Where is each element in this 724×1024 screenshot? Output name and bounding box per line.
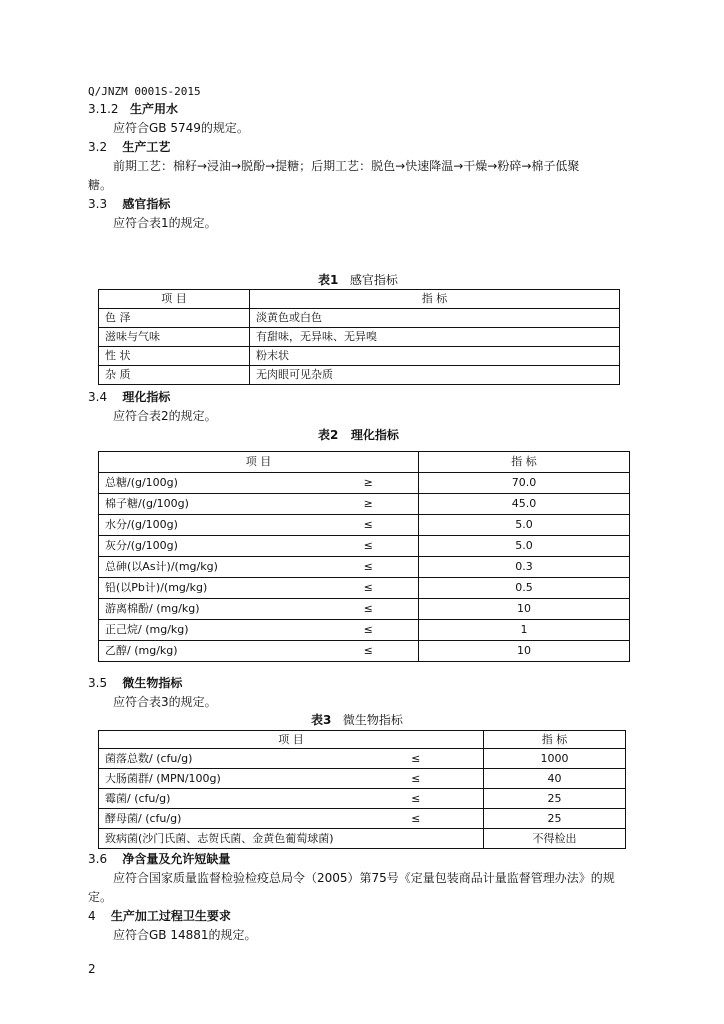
table-cell-operator: ≥ [319,473,419,494]
section-title: 生产用水 [130,102,179,116]
section-3-4-text: 应符合表2的规定。 [113,409,217,423]
table-cell-value: 25 [484,789,626,809]
table-row [99,789,626,809]
table-row [99,641,630,662]
table-cell-operator: ≤ [349,769,484,789]
table-cell-operator: ≤ [319,536,419,557]
table-cell-item: 酵母菌/ (cfu/g) [99,809,349,829]
table-cell-item: 霉菌/ (cfu/g) [99,789,349,809]
table-cell-item: 游离棉酚/ (mg/kg) [99,599,319,620]
table-row [99,749,626,769]
table2-physicochemical [98,451,630,662]
table-row [99,599,630,620]
section-title: 感官指标 [122,197,171,211]
table-cell-operator: ≤ [319,641,419,662]
table-row [99,366,620,385]
section-3-2-heading [88,139,170,155]
section-4-text: 应符合GB 14881的规定。 [113,928,257,942]
table-cell-item: 棉子糖/(g/100g) [99,494,319,515]
table-cell-item: 杂 质 [99,366,250,385]
table-cell-operator: ≤ [319,620,419,641]
table-cell-value: 10 [419,641,630,662]
table-cell-item: 色 泽 [99,309,250,328]
table-caption-number: 表1 [318,273,339,287]
section-3-6-text-line2: 定。 [88,890,113,904]
table-cell-value: 45.0 [419,494,630,515]
table-cell-item: 菌落总数/ (cfu/g) [99,749,349,769]
page-number: 2 [88,962,96,976]
section-number: 3.4 [88,390,108,404]
table-cell-value: 10 [419,599,630,620]
section-title: 生产工艺 [122,140,171,154]
table-cell-item: 水分/(g/100g) [99,515,319,536]
section-number: 3.5 [88,676,108,690]
table-header-cell: 项 目 [99,452,419,473]
table-row [99,829,626,849]
table-cell-operator: ≤ [319,599,419,620]
table-header-cell: 指 标 [419,452,630,473]
table-cell-item: 滋味与气味 [99,328,250,347]
table-row [99,515,630,536]
table-caption-title: 理化指标 [350,428,399,442]
section-3-3-text: 应符合表1的规定。 [113,216,217,230]
table-cell-value: 有甜味，无异味、无异嗅 [250,328,620,347]
table-cell-value: 0.3 [419,557,630,578]
table-row [99,769,626,789]
table-cell-value: 25 [484,809,626,829]
table-cell-value: 40 [484,769,626,789]
table-header-row [99,731,626,749]
section-number: 3.2 [88,140,108,154]
table-header-row [99,290,620,309]
section-3-2-text-line1: 前期工艺：棉籽→浸油→脱酚→提糖；后期工艺：脱色→快速降温→干燥→粉碎→棉子低聚 [113,159,580,173]
table-cell-operator: ≤ [319,557,419,578]
table-cell-operator: ≤ [349,749,484,769]
section-3-6-text-line1: 应符合国家质量监督检验检疫总局令（2005）第75号《定量包装商品计量监督管理办法》的规 [113,871,615,885]
table-cell-value: 无肉眼可见杂质 [250,366,620,385]
table-header-cell: 指 标 [250,290,620,309]
table3-caption [311,712,403,728]
table-cell-operator: ≤ [319,515,419,536]
table-cell-value: 5.0 [419,536,630,557]
table-row [99,473,630,494]
table-cell-item: 总砷(以As计)/(mg/kg) [99,557,319,578]
section-number: 3.6 [88,852,108,866]
table-header-cell: 项 目 [99,290,250,309]
section-number: 3.3 [88,197,108,211]
table-caption-title: 感官指标 [349,273,398,287]
table-cell-item: 性 状 [99,347,250,366]
table-row [99,578,630,599]
section-number: 3.1.2 [88,102,119,116]
section-title: 净含量及允许短缺量 [122,852,231,866]
section-3-2-text-line2: 糖。 [88,178,113,192]
section-3-1-2-heading [88,101,178,117]
table-cell-operator: ≤ [349,789,484,809]
table2-caption [318,427,399,443]
table-cell-item: 乙醇/ (mg/kg) [99,641,319,662]
table-header-cell: 指 标 [484,731,626,749]
table-row [99,309,620,328]
table-cell-item: 铅(以Pb计)/(mg/kg) [99,578,319,599]
document-code: Q/JNZM 0001S-2015 [88,85,201,98]
section-3-5-text: 应符合表3的规定。 [113,695,217,709]
table-cell-operator: ≥ [319,494,419,515]
table-row [99,536,630,557]
section-title: 微生物指标 [122,676,183,690]
table-cell-operator: ≤ [319,578,419,599]
table-cell-item: 总糖/(g/100g) [99,473,319,494]
table-cell-operator: ≤ [349,809,484,829]
table-row [99,809,626,829]
table-cell-item: 正己烷/ (mg/kg) [99,620,319,641]
section-3-3-heading [88,196,170,212]
section-3-4-heading [88,389,170,405]
table-row [99,557,630,578]
table-cell-value: 1 [419,620,630,641]
table-cell-value: 粉末状 [250,347,620,366]
table-cell-item: 大肠菌群/ (MPN/100g) [99,769,349,789]
table-cell-item: 灰分/(g/100g) [99,536,319,557]
section-4-heading [88,908,231,924]
section-3-6-heading [88,851,230,867]
section-3-1-2-text: 应符合GB 5749的规定。 [113,121,249,135]
table-caption-title: 微生物指标 [342,713,403,727]
table1-caption [318,272,398,288]
section-number: 4 [88,909,96,923]
table-row [99,494,630,515]
section-3-5-heading [88,675,182,691]
section-title: 理化指标 [122,390,171,404]
table-row [99,328,620,347]
table-cell-item: 致病菌(沙门氏菌、志贺氏菌、金黄色葡萄球菌) [99,829,484,849]
table-header-row [99,452,630,473]
table-cell-value: 淡黄色或白色 [250,309,620,328]
section-title: 生产加工过程卫生要求 [110,909,231,923]
table3-microbiological [98,730,626,849]
table-cell-value: 0.5 [419,578,630,599]
table-cell-value: 不得检出 [484,829,626,849]
table-row [99,620,630,641]
table-caption-number: 表2 [318,428,339,442]
table-cell-value: 1000 [484,749,626,769]
table-header-cell: 项 目 [99,731,484,749]
table-row [99,347,620,366]
table-cell-value: 5.0 [419,515,630,536]
table-cell-value: 70.0 [419,473,630,494]
table-caption-number: 表3 [311,713,332,727]
table1-sensory [98,289,620,385]
